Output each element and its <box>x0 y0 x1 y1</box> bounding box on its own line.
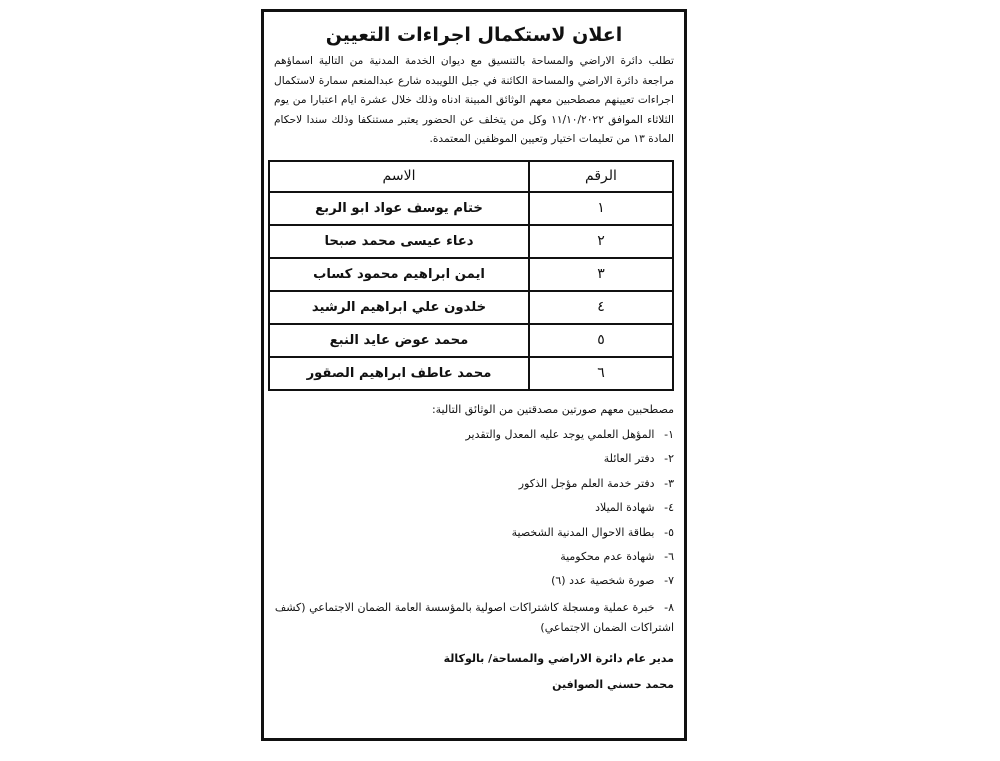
header-name: الاسم <box>269 161 529 192</box>
row-number: ١ <box>529 192 673 225</box>
row-number: ٢ <box>529 225 673 258</box>
row-name: ختام يوسف عواد ابو الربع <box>269 192 529 225</box>
notice-title: اعلان لاستكمال اجراءات التعيين <box>325 24 623 46</box>
signature-role: مدير عام دائرة الاراضي والمساحة/ بالوكالة <box>443 651 674 665</box>
list-item-index: ٢- <box>664 452 674 466</box>
list-item-text: شهادة الميلاد <box>595 501 655 515</box>
row-name: محمد عوض عايد النبع <box>269 324 529 357</box>
list-item <box>274 594 674 638</box>
list-item-index: ٦- <box>664 550 674 563</box>
announcement-notice <box>261 9 687 741</box>
row-name: محمد عاطف ابراهيم الصقور <box>269 357 529 390</box>
notice-intro: تطلب دائرة الاراضي والمساحة بالتنسيق مع ديوان الخدمة المدنية من التالية اسماؤهم مراجعة دائرة الاراضي والمساحة الكائنة في جبل اللويبده شارع عبدالمنعم سمارة لاستكمال اجراءات تعيينهم مصطحبين معهم الوثائق المبينة ادناه وذلك خلال عشرة ايام اعتبارا من يوم الثلاثاء الموافق ١١/١٠/٢٠٢٢ وكل من يتخلف عن الحضور يعتبر مستنكفا وذلك سندا لاحكام المادة ١٣ من تعليمات اختيار وتعيين الموظفين المعتمدة. <box>274 55 674 146</box>
list-item-index: ٧- <box>664 574 674 588</box>
row-name: خلدون علي ابراهيم الرشيد <box>269 291 529 324</box>
row-number: ٦ <box>529 357 673 390</box>
signature-block <box>274 646 674 698</box>
table-row <box>269 291 673 324</box>
table-row <box>269 225 673 258</box>
list-item <box>274 569 674 593</box>
table-row <box>269 357 673 390</box>
names-table <box>268 160 674 391</box>
list-item-text: خبرة عملية ومسجلة كاشتراكات اصولية بالمؤسسة العامة الضمان الاجتماعي (كشف اشتراكات الضمان الاجتماعي) <box>274 600 674 634</box>
list-item <box>274 472 674 496</box>
list-item-text: بطاقة الاحوال المدنية الشخصية <box>511 525 655 539</box>
table-row <box>269 192 673 225</box>
table-header-row <box>269 161 673 192</box>
header-number: الرقم <box>529 161 673 192</box>
list-item-text: دفتر خدمة العلم مؤجل الذكور <box>518 476 655 490</box>
row-number: ٥ <box>529 324 673 357</box>
list-item-index: ٨- <box>664 600 674 614</box>
documents-heading: مصطحبين معهم صورتين مصدقتين من الوثائق التالية: <box>431 402 674 416</box>
list-item <box>274 447 674 471</box>
signature-name: محمد حسني الصوافين <box>552 677 674 691</box>
table-row <box>269 324 673 357</box>
list-item-index: ١- <box>664 427 674 441</box>
list-item-index: ٥- <box>664 525 674 539</box>
list-item <box>274 423 674 447</box>
table-row <box>269 258 673 291</box>
row-number: ٣ <box>529 258 673 291</box>
list-item-text: صورة شخصية عدد (٦) <box>551 574 655 588</box>
list-item-index: ٤- <box>664 501 674 515</box>
list-item <box>274 545 674 569</box>
documents-list <box>274 423 674 638</box>
list-item-index: ٣- <box>664 476 674 490</box>
list-item <box>274 521 674 545</box>
list-item-text: دفتر العائلة <box>603 452 655 466</box>
row-name: دعاء عيسى محمد صبحا <box>269 225 529 258</box>
list-item-text: المؤهل العلمي يوجد عليه المعدل والتقدير <box>465 427 655 441</box>
list-item-text: شهادة عدم محكومية <box>560 550 655 563</box>
row-name: ايمن ابراهيم محمود كساب <box>269 258 529 291</box>
row-number: ٤ <box>529 291 673 324</box>
list-item <box>274 496 674 520</box>
